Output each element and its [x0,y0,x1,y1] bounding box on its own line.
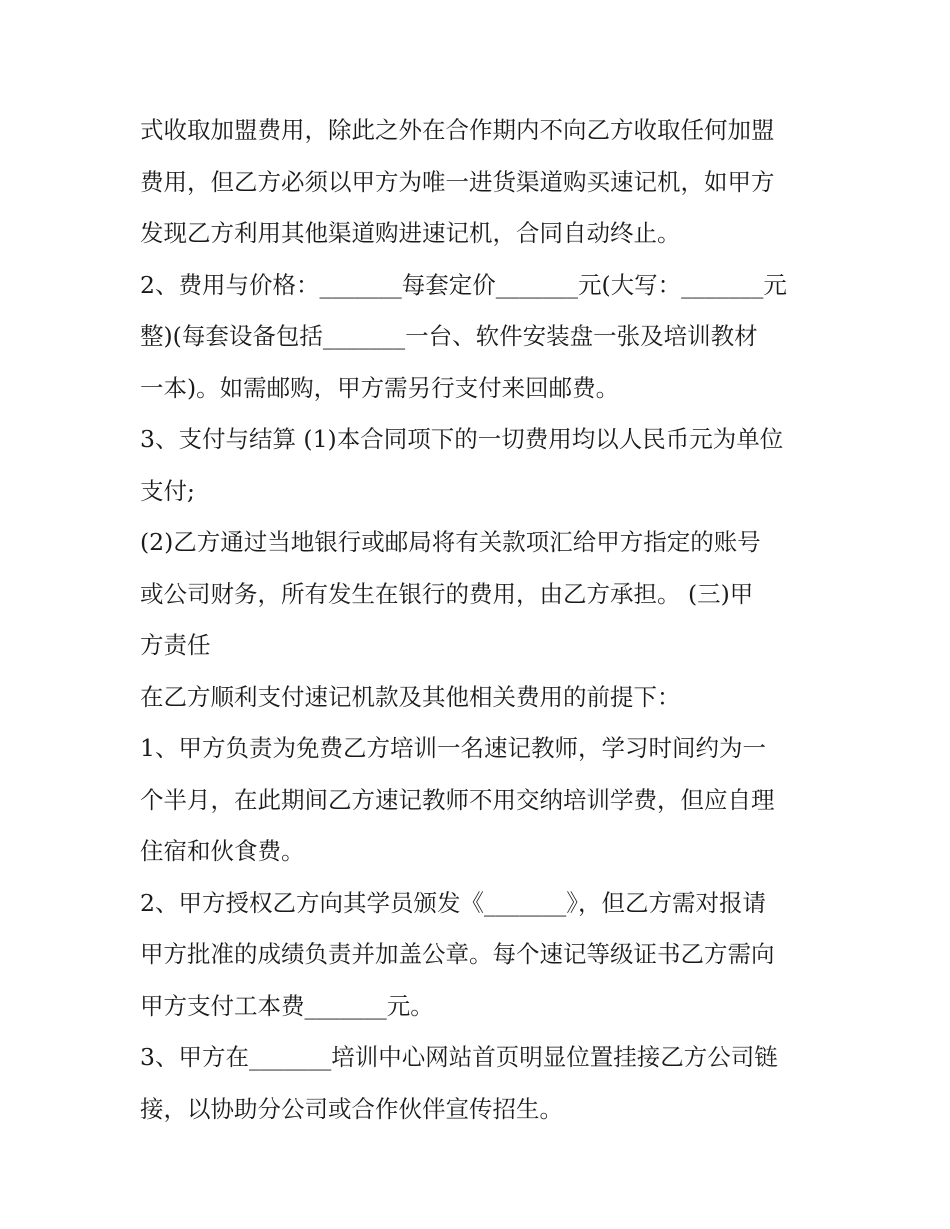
text-line: 支付; [140,476,195,505]
text-line: 整)(每套设备包括_______一台、软件安装盘一张及培训教材 [140,322,758,350]
text-line: 接，以协助分公司或合作伙伴宣传招生。 [140,1094,563,1123]
text-line: 方责任 [140,631,211,659]
text-line: 发现乙方利用其他渠道购进速记机，合同自动终止。 [140,219,681,247]
text-line: 2、费用与价格：_______每套定价_______元(大写：_______元 [140,270,787,299]
text-line: 1、甲方负责为免费乙方培训一名速记教师，学习时间约为一 [140,734,766,762]
text-line: 住宿和伙食费。 [140,837,305,865]
text-line: 3、支付与结算 (1)本合同项下的一切费用均以人民币元为单位 [140,425,784,453]
text-line: 式收取加盟费用，除此之外在合作期内不向乙方收取任何加盟 [140,116,775,144]
text-line: 甲方批准的成绩负责并加盖公章。每个速记等级证书乙方需向 [140,940,775,968]
text-line: 个半月，在此期间乙方速记教师不用交纳培训学费，但应自理 [140,785,775,814]
document-body [140,105,820,1135]
text-line: (2)乙方通过当地银行或邮局将有关款项汇给甲方指定的账号 [140,528,761,556]
text-line: 费用，但乙方必须以甲方为唯一进货渠道购买速记机，如甲方 [140,167,775,196]
text-line: 或公司财务，所有发生在银行的费用，由乙方承担。 (三)甲 [140,579,754,608]
text-line: 3、甲方在_______培训中心网站首页明显位置挂接乙方公司链 [140,1043,778,1071]
text-line: 甲方支付工本费_______元。 [140,991,434,1020]
text-line: 在乙方顺利支付速记机款及其他相关费用的前提下： [140,682,681,711]
text-line: 一本)。如需邮购，甲方需另行支付来回邮费。 [140,373,620,402]
text-line: 2、甲方授权乙方向其学员颁发《_______》，但乙方需对报请 [140,888,766,917]
